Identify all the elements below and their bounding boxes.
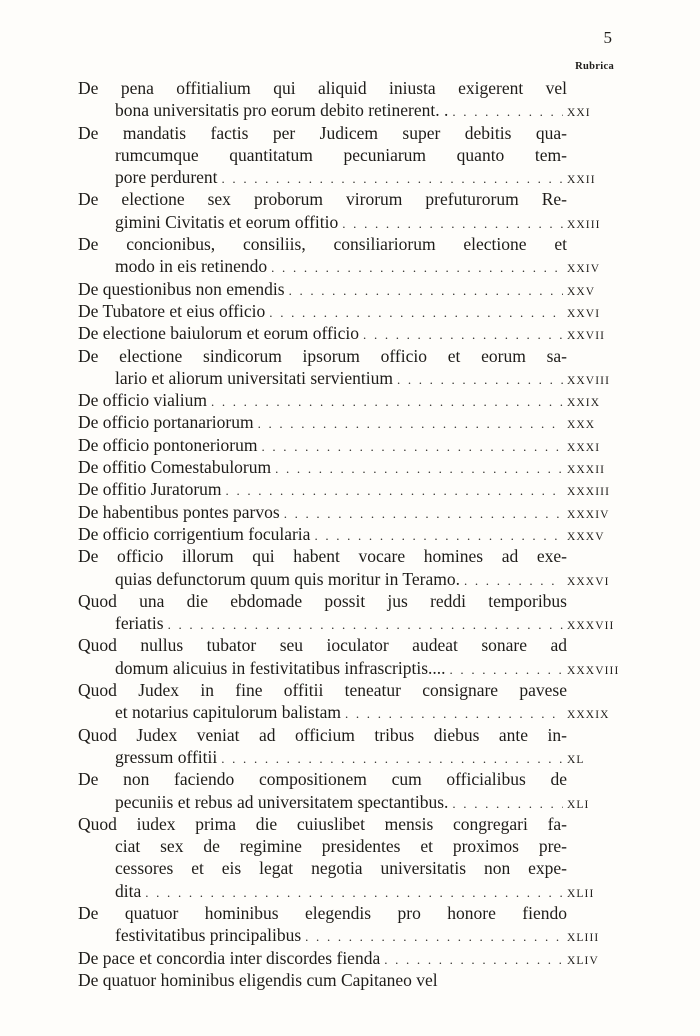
rubric-numeral: XLIII	[567, 932, 600, 945]
toc-entry-line	[78, 122, 623, 144]
dot-leader	[314, 525, 563, 547]
toc-entry-text: bona universitatis pro eorum debito retinerent. .	[115, 100, 449, 121]
toc-entry	[78, 122, 623, 189]
page-number: 5	[603, 28, 612, 47]
toc-entry-line	[78, 144, 623, 166]
toc-entry-text: dita	[115, 880, 142, 901]
toc-entry-line	[78, 345, 623, 367]
dot-leader	[222, 168, 563, 190]
toc-entry	[78, 969, 623, 991]
toc-entry-text: lario et aliorum universitati servientium	[115, 367, 393, 388]
dot-leader	[305, 926, 563, 948]
toc-entry-text: De officio illorum qui habent vocare homines ad exe-	[78, 546, 567, 567]
rubric-numeral: XXXIV	[567, 508, 610, 521]
toc-entry-line	[78, 501, 623, 523]
toc-entry	[78, 478, 623, 500]
dot-leader	[450, 659, 563, 681]
toc-entry-text: Quod una die ebdomade possit jus reddi temporibus	[78, 590, 567, 611]
rubric-numeral: XXVII	[567, 330, 606, 343]
toc-entry	[78, 188, 623, 233]
toc-entry-line	[78, 746, 623, 768]
toc-entry-line	[78, 300, 623, 322]
dot-leader	[384, 949, 563, 971]
rubric-numeral: XXXII	[567, 464, 606, 477]
toc-entry-text: domum alicuius in festivitatibus infrascriptis....	[115, 657, 446, 678]
toc-entry-line	[78, 523, 623, 545]
toc-entry	[78, 768, 623, 813]
toc-entry-line	[78, 969, 623, 991]
rubric-numeral: XXXVIII	[567, 664, 620, 677]
toc-entry-line	[78, 99, 623, 121]
toc-entry-line	[78, 679, 623, 701]
dot-leader	[452, 793, 563, 815]
toc-entry-text: ciat sex de regimine presidentes et proximos pre-	[115, 836, 567, 857]
toc-entry-text: De officio pontoneriorum	[78, 434, 258, 455]
toc-entry-line	[78, 612, 623, 634]
dot-leader	[452, 101, 563, 123]
toc-entry-line	[78, 166, 623, 188]
toc-entry-text: modo in eis retinendo	[115, 256, 268, 277]
toc-entry-text: De habentibus pontes parvos	[78, 501, 280, 522]
toc-entry	[78, 456, 623, 478]
toc-entry-line	[78, 77, 623, 99]
toc-entry-text: quias defunctorum quum quis moritur in Teramo.	[115, 568, 460, 589]
dot-leader	[397, 369, 563, 391]
rubric-numeral: XLII	[567, 887, 595, 900]
toc-entry	[78, 411, 623, 433]
dot-leader	[464, 570, 563, 592]
toc-entry-text: De quatuor hominibus eligendis cum Capitaneo vel	[78, 969, 438, 990]
toc-entry-line	[78, 924, 623, 946]
toc-entry-text: De offitio Comestabulorum	[78, 457, 272, 478]
rubric-numeral: XXVI	[567, 307, 601, 320]
rubric-numeral: XXI	[567, 107, 591, 120]
toc-entry-line	[78, 456, 623, 478]
toc-entry-line	[78, 657, 623, 679]
dot-leader	[289, 280, 563, 302]
rubric-numeral: XXII	[567, 174, 596, 187]
toc-entry-text: Quod nullus tubator seu ioculator audeat sonare ad	[78, 635, 567, 656]
toc-entry	[78, 389, 623, 411]
toc-entry	[78, 345, 623, 390]
toc-entry-text: feriatis	[115, 613, 164, 634]
toc-entry-text: Quod Judex in fine offitii teneatur consignare pavese	[78, 680, 567, 701]
toc-entry-line	[78, 411, 623, 433]
dot-leader	[226, 480, 563, 502]
rubric-numeral: XLI	[567, 798, 590, 811]
toc-entry-line	[78, 545, 623, 567]
toc-entry-line	[78, 322, 623, 344]
toc-entry-text: cessores et eis legat negotia universitatis non expe-	[115, 858, 567, 879]
rubric-numeral: XL	[567, 753, 585, 766]
toc-entry-line	[78, 367, 623, 389]
toc-entry	[78, 902, 623, 947]
dot-leader	[271, 257, 563, 279]
toc-entry-text: De offitio Juratorum	[78, 479, 222, 500]
toc-entry	[78, 300, 623, 322]
dot-leader	[342, 213, 563, 235]
toc-entry-line	[78, 634, 623, 656]
table-of-contents	[78, 77, 623, 991]
dot-leader	[145, 882, 563, 904]
toc-entry-text: gressum offitii	[115, 746, 218, 767]
rubric-numeral: XXIX	[567, 397, 601, 410]
toc-entry-text: gimini Civitatis et eorum offitio	[115, 211, 339, 232]
toc-entry	[78, 233, 623, 278]
rubric-numeral: XXXVI	[567, 575, 610, 588]
toc-entry-text: De electione sindicorum ipsorum officio et eorum sa-	[78, 345, 567, 366]
dot-leader	[275, 458, 563, 480]
rubric-numeral: XXIV	[567, 263, 601, 276]
toc-entry-text: De electione baiulorum et eorum officio	[78, 323, 360, 344]
dot-leader	[262, 436, 564, 458]
toc-entry	[78, 322, 623, 344]
toc-entry-text: rumcumque quantitatum pecuniarum quanto tem-	[115, 144, 567, 165]
toc-entry-line	[78, 724, 623, 746]
toc-entry-text: De pena offitialium qui aliquid iniusta exigerent vel	[78, 78, 567, 98]
toc-entry	[78, 634, 623, 679]
toc-entry-text: De quatuor hominibus elegendis pro honore fiendo	[78, 902, 567, 923]
toc-entry-line	[78, 478, 623, 500]
toc-entry-line	[78, 255, 623, 277]
toc-entry-line	[78, 233, 623, 255]
toc-entry-line	[78, 768, 623, 790]
toc-entry-line	[78, 590, 623, 612]
toc-entry-line	[78, 389, 623, 411]
toc-entry-line	[78, 568, 623, 590]
rubric-numeral: XXIII	[567, 218, 601, 231]
toc-entry-text: et notarius capitulorum balistam	[115, 702, 341, 723]
rubric-numeral: XXVIII	[567, 374, 611, 387]
toc-entry	[78, 77, 623, 122]
dot-leader	[168, 614, 563, 636]
toc-entry-text: De non faciendo compositionem cum officialibus de	[78, 769, 567, 790]
toc-entry-text: Quod Judex veniat ad officium tribus diebus ante in-	[78, 724, 567, 745]
dot-leader	[258, 413, 563, 435]
toc-entry-text: pore perdurent	[115, 167, 218, 188]
toc-entry	[78, 501, 623, 523]
toc-entry	[78, 434, 623, 456]
toc-entry-line	[78, 813, 623, 835]
toc-entry-text: De questionibus non emendis	[78, 278, 285, 299]
toc-entry	[78, 523, 623, 545]
dot-leader	[363, 324, 563, 346]
rubric-numeral: XXXV	[567, 530, 605, 543]
toc-entry-line	[78, 791, 623, 813]
toc-entry-line	[78, 857, 623, 879]
toc-entry-line	[78, 188, 623, 210]
rubric-numeral: XXXI	[567, 441, 601, 454]
rubric-numeral: XXX	[567, 419, 596, 432]
toc-entry-line	[78, 701, 623, 723]
toc-entry	[78, 590, 623, 635]
toc-entry-text: pecuniis et rebus ad universitatem spectantibus.	[115, 791, 449, 812]
dot-leader	[269, 302, 563, 324]
toc-entry	[78, 947, 623, 969]
rubric-numeral: XLIV	[567, 954, 599, 967]
toc-entry-line	[78, 211, 623, 233]
rubric-numeral: XXXVII	[567, 620, 615, 633]
toc-entry-text: De mandatis factis per Judicem super debitis qua-	[78, 122, 567, 143]
rubric-numeral: XXXIX	[567, 709, 610, 722]
toc-entry-line	[78, 880, 623, 902]
toc-entry-text: De officio corrigentium focularia	[78, 523, 311, 544]
rubrica-column-label: Rubrica	[575, 61, 614, 72]
toc-entry-text: De officio portanariorum	[78, 412, 254, 433]
toc-entry-text: De pace et concordia inter discordes fienda	[78, 947, 381, 968]
dot-leader	[345, 703, 563, 725]
toc-entry-text: De Tubatore et eius officio	[78, 300, 266, 321]
toc-entry-text: De concionibus, consiliis, consiliariorum electione et	[78, 234, 567, 255]
toc-entry	[78, 545, 623, 590]
toc-entry-text: De officio vialium	[78, 390, 207, 411]
toc-entry-text: festivitatibus principalibus	[115, 925, 302, 946]
toc-entry	[78, 278, 623, 300]
toc-entry-line	[78, 902, 623, 924]
toc-entry-line	[78, 434, 623, 456]
dot-leader	[221, 748, 563, 770]
toc-entry	[78, 679, 623, 724]
rubric-numeral: XXV	[567, 285, 596, 298]
toc-entry	[78, 813, 623, 902]
toc-entry-text: De electione sex proborum virorum prefuturorum Re-	[78, 189, 567, 210]
toc-entry-line	[78, 278, 623, 300]
dot-leader	[211, 391, 563, 413]
toc-entry-line	[78, 947, 623, 969]
toc-entry	[78, 724, 623, 769]
dot-leader	[284, 503, 563, 525]
rubric-numeral: XXXIII	[567, 486, 611, 499]
toc-entry-text: Quod iudex prima die cuiuslibet mensis congregari fa-	[78, 813, 567, 834]
toc-entry-line	[78, 835, 623, 857]
